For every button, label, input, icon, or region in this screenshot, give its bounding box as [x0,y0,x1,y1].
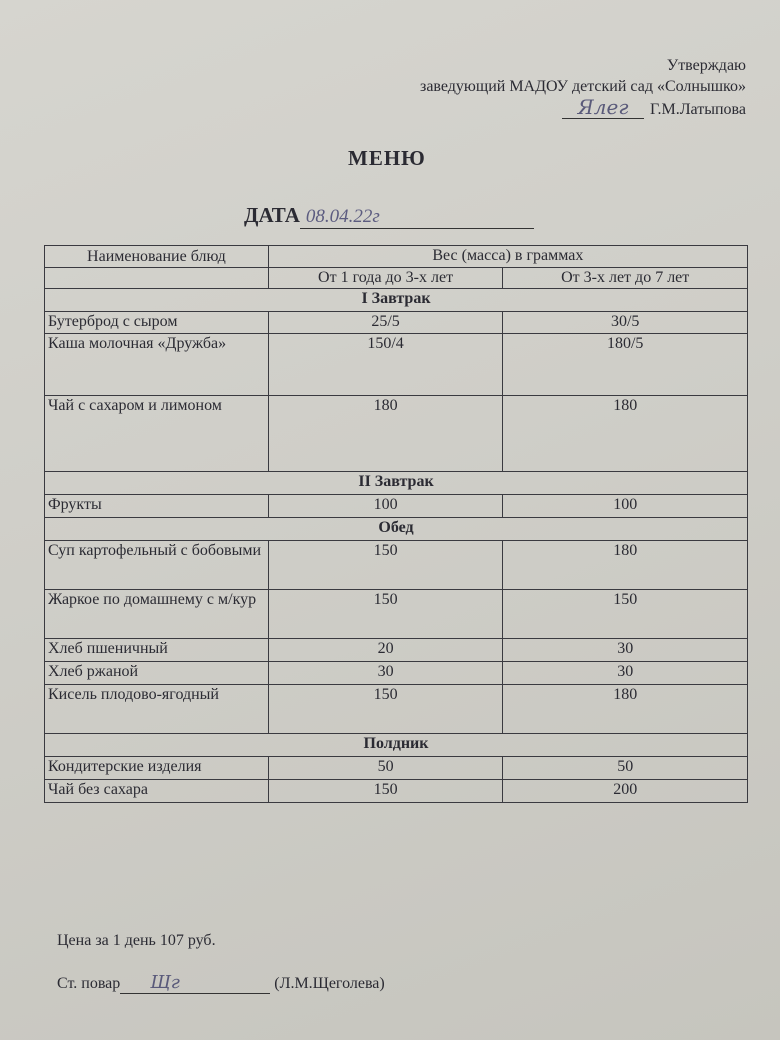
weight-age1-cell: 150 [268,590,503,639]
weight-age2-cell: 30 [503,639,748,662]
section-title: II Завтрак [45,472,748,495]
header-empty [45,268,269,289]
menu-table [44,245,748,803]
table-row [45,685,748,734]
approval-heading: Утверждаю [666,57,746,74]
date-label: ДАТА [244,203,300,227]
approval-position: заведующий МАДОУ детский сад «Солнышко» [420,78,746,95]
table-row [45,541,748,590]
weight-age1-cell: 50 [268,757,503,780]
table-row [45,662,748,685]
price-line: Цена за 1 день 107 руб. [57,932,216,949]
weight-age2-cell: 180 [503,541,748,590]
page-title: МЕНЮ [348,146,426,170]
weight-age2-cell: 150 [503,590,748,639]
header-age2: От 3-х лет до 7 лет [503,268,748,289]
dish-cell: Жаркое по домашнему с м/кур [45,590,269,639]
table-row [45,780,748,803]
dish-cell: Чай без сахара [45,780,269,803]
weight-age2-cell: 180 [503,685,748,734]
table-row [45,757,748,780]
dish-cell: Бутерброд с сыром [45,312,269,334]
dish-cell: Чай с сахаром и лимоном [45,396,269,472]
header-age1: От 1 года до 3-х лет [268,268,503,289]
dish-cell: Хлеб ржаной [45,662,269,685]
section-row [45,518,748,541]
weight-age1-cell: 25/5 [268,312,503,334]
weight-age1-cell: 150/4 [268,334,503,396]
table-row [45,312,748,334]
weight-age1-cell: 100 [268,495,503,518]
weight-age2-cell: 100 [503,495,748,518]
section-row [45,289,748,312]
header-dish: Наименование блюд [45,246,269,268]
section-title: Полдник [45,734,748,757]
cook-label: Ст. повар [57,975,121,992]
weight-age1-cell: 150 [268,541,503,590]
cook-name: (Л.М.Щеголева) [274,975,385,992]
table-row [45,495,748,518]
cook-signature: Щг [120,972,270,994]
dish-cell: Каша молочная «Дружба» [45,334,269,396]
table-row [45,639,748,662]
weight-age1-cell: 150 [268,780,503,803]
approval-block [420,55,746,120]
table-row [45,396,748,472]
weight-age2-cell: 30/5 [503,312,748,334]
table-row [45,590,748,639]
section-title: Обед [45,518,748,541]
weight-age2-cell: 180/5 [503,334,748,396]
dish-cell: Суп картофельный с бобовыми [45,541,269,590]
dish-cell: Кондитерские изделия [45,757,269,780]
weight-age2-cell: 30 [503,662,748,685]
table-row [45,334,748,396]
date-line [244,203,534,229]
weight-age1-cell: 150 [268,685,503,734]
director-name: Г.М.Латыпова [650,101,746,118]
date-value: 08.04.22г [300,206,534,229]
weight-age2-cell: 50 [503,757,748,780]
section-row [45,734,748,757]
weight-age2-cell: 180 [503,396,748,472]
director-signature: Ялег [562,97,644,119]
dish-cell: Кисель плодово-ягодный [45,685,269,734]
weight-age2-cell: 200 [503,780,748,803]
weight-age1-cell: 180 [268,396,503,472]
dish-cell: Фрукты [45,495,269,518]
weight-age1-cell: 20 [268,639,503,662]
weight-age1-cell: 30 [268,662,503,685]
cook-line [57,972,385,994]
dish-cell: Хлеб пшеничный [45,639,269,662]
section-title: I Завтрак [45,289,748,312]
header-weight: Вес (масса) в граммах [268,246,747,268]
section-row [45,472,748,495]
